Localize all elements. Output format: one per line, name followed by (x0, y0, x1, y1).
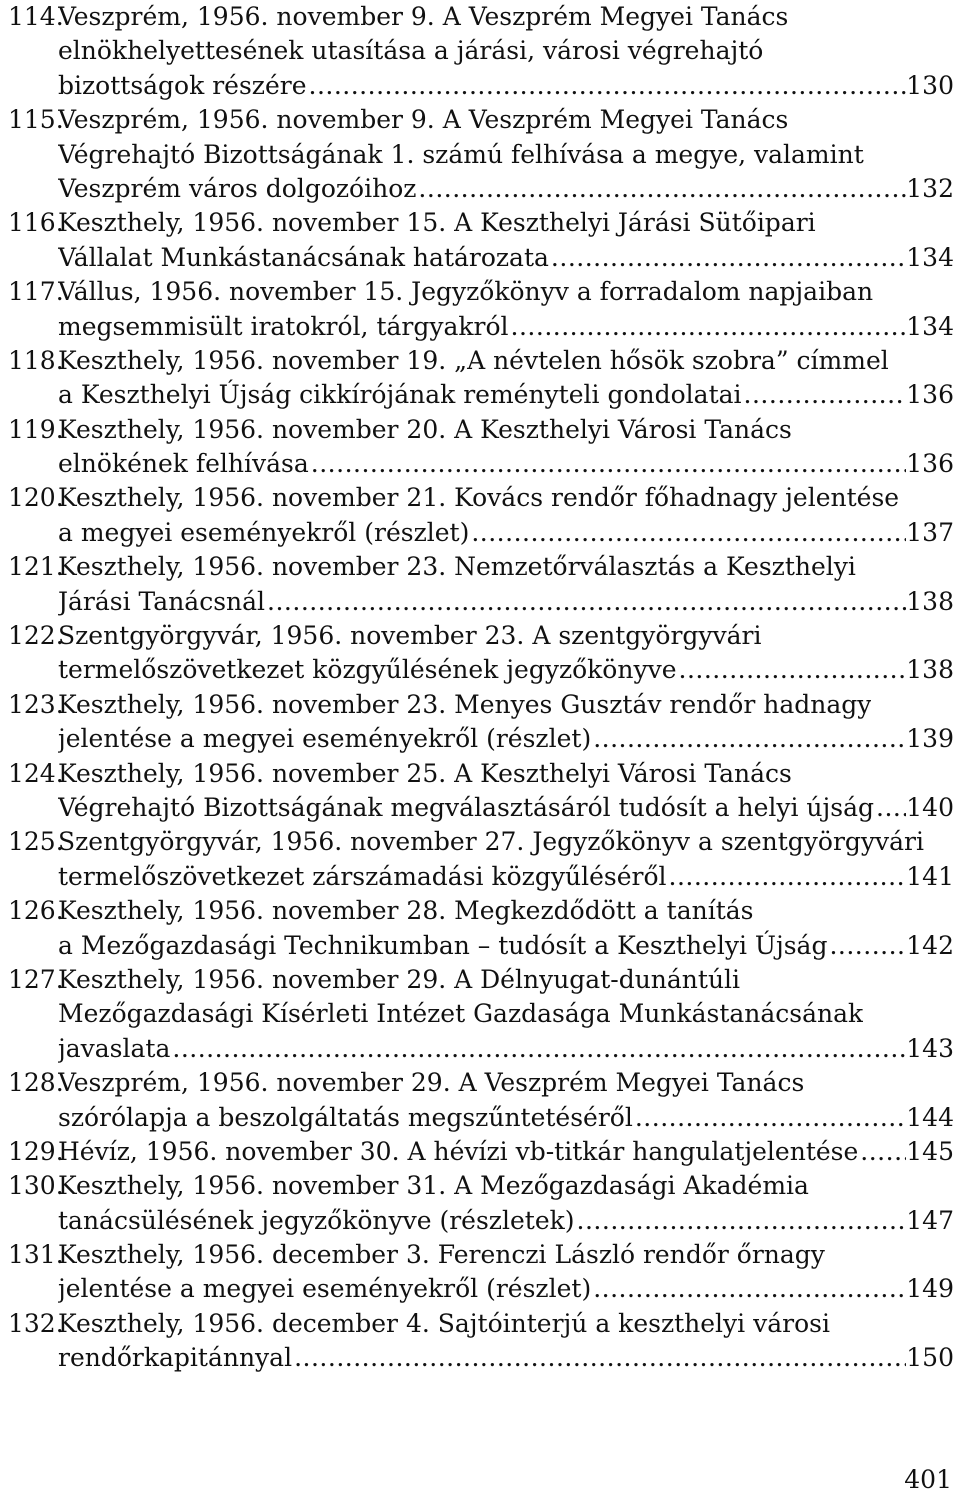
entry-text: Szentgyörgyvár, 1956. november 23. A szentgyörgyvári (58, 621, 762, 651)
entry-text: a Keszthelyi Újság cikkírójának reményteli gondolatai (58, 380, 742, 410)
entry-text: termelőszövetkezet zárszámadási közgyűléséről (58, 861, 667, 891)
dot-leader (307, 69, 907, 103)
toc-entry (8, 1238, 954, 1307)
dot-leader (509, 310, 907, 344)
entry-text: elnökhelyettesének utasítása a járási, városi végrehajtó (58, 36, 764, 66)
entry-page: 140 (906, 792, 954, 822)
entry-number: 119. (8, 414, 64, 444)
entry-text: a megyei eseményekről (részlet) (58, 517, 470, 547)
entry-text: Hévíz, 1956. november 30. A hévízi vb-titkár hangulatjelentése (58, 1136, 859, 1166)
toc-entry (8, 963, 954, 1066)
dot-leader (633, 1101, 906, 1135)
entry-text: Járási Tanácsnál (58, 586, 266, 616)
dot-leader (591, 722, 906, 756)
toc-entry-line (8, 172, 954, 206)
toc-entry-line (8, 860, 954, 894)
entry-text: Keszthely, 1956. november 25. A Keszthelyi Városi Tanács (58, 758, 792, 788)
entry-page: 137 (906, 517, 954, 547)
entry-text: termelőszövetkezet közgyűlésének jegyzőkönyve (58, 655, 677, 685)
toc-entry (8, 413, 954, 482)
toc-entry-line (8, 103, 954, 137)
entry-indent (8, 722, 58, 756)
entry-indent (8, 860, 58, 894)
dot-leader (469, 516, 906, 550)
entry-indent (8, 791, 58, 825)
toc-entry (8, 275, 954, 344)
entry-page: 136 (906, 449, 954, 479)
toc-entry-line (8, 791, 954, 825)
dot-leader (265, 585, 906, 619)
toc-entry (8, 825, 954, 894)
entry-text: Keszthely, 1956. november 28. Megkezdődött a tanítás (58, 896, 754, 926)
dot-leader (667, 860, 907, 894)
entry-text: Keszthely, 1956. december 4. Sajtóinterjú a keszthelyi városi (58, 1308, 830, 1338)
toc-entry (8, 619, 954, 688)
entry-text: Vállus, 1956. november 15. Jegyzőkönyv a forradalom napjaiban (58, 277, 874, 307)
toc-entry-line (8, 997, 954, 1031)
entry-number: 127. (8, 964, 64, 994)
dot-leader (575, 1204, 907, 1238)
entry-text: Keszthely, 1956. december 3. Ferenczi László rendőr őrnagy (58, 1240, 825, 1270)
entry-page: 136 (906, 380, 954, 410)
toc-entry-line (8, 378, 954, 412)
dot-leader (591, 1272, 906, 1306)
entry-indent (8, 241, 58, 275)
toc-entry-line (8, 481, 954, 515)
entry-page: 150 (906, 1343, 954, 1373)
entry-text: Vállalat Munkástanácsának határozata (58, 242, 549, 272)
entry-indent (8, 447, 58, 481)
entry-text: Keszthely, 1956. november 23. Menyes Gusztáv rendőr hadnagy (58, 689, 872, 719)
entry-indent (8, 1204, 58, 1238)
toc-entry-line (8, 206, 954, 240)
entry-number: 131. (8, 1240, 64, 1270)
toc-entry-line (8, 1169, 954, 1203)
entry-number: 128. (8, 1068, 64, 1098)
toc-entry-line (8, 516, 954, 550)
toc-entry-line (8, 722, 954, 756)
entry-page: 145 (906, 1136, 954, 1166)
entry-indent (8, 997, 58, 1031)
toc-entry-line (8, 275, 954, 309)
entry-text: Végrehajtó Bizottságának 1. számú felhívása a megye, valamint (58, 139, 864, 169)
toc-entry-line (8, 1032, 954, 1066)
entry-indent (8, 34, 58, 68)
toc-entry-line (8, 310, 954, 344)
entry-indent (8, 1272, 58, 1306)
entry-text: Mezőgazdasági Kísérleti Intézet Gazdasága Munkástanácsának (58, 999, 864, 1029)
entry-number: 121. (8, 552, 64, 582)
entry-indent (8, 310, 58, 344)
entry-page: 134 (906, 242, 954, 272)
toc-entry-line (8, 929, 954, 963)
toc-entry-line (8, 619, 954, 653)
toc-entry-line (8, 1238, 954, 1272)
toc-entry (8, 1307, 954, 1376)
dot-leader (827, 929, 906, 963)
toc-entry-line (8, 241, 954, 275)
entry-text: jelentése a megyei eseményekről (részlet) (58, 724, 592, 754)
toc-entry-line (8, 757, 954, 791)
entry-text: Veszprém, 1956. november 29. A Veszprém Megyei Tanács (58, 1068, 805, 1098)
entry-indent (8, 172, 58, 206)
entry-text: megsemmisült iratokról, tárgyakról (58, 311, 509, 341)
toc-entry (8, 688, 954, 757)
toc-entry (8, 206, 954, 275)
entry-page: 147 (906, 1205, 954, 1235)
entry-number: 122. (8, 621, 64, 651)
entry-text: elnökének felhívása (58, 449, 309, 479)
toc-entry-line (8, 825, 954, 859)
entry-indent (8, 138, 58, 172)
entry-page: 130 (906, 70, 954, 100)
entry-text: Keszthely, 1956. november 21. Kovács rendőr főhadnagy jelentése (58, 483, 900, 513)
entry-page: 144 (906, 1102, 954, 1132)
entry-page: 132 (906, 173, 954, 203)
entry-text: Veszprém, 1956. november 9. A Veszprém Megyei Tanács (58, 2, 789, 31)
table-of-contents (8, 0, 954, 1376)
entry-number: 129. (8, 1136, 64, 1166)
toc-entry-line (8, 1135, 954, 1169)
toc-entry-line (8, 69, 954, 103)
toc-entry-line (8, 0, 954, 34)
dot-leader (292, 1341, 906, 1375)
entry-text: a Mezőgazdasági Technikumban – tudósít a Keszthelyi Újság (58, 930, 828, 960)
entry-number: 115. (8, 105, 64, 135)
entry-page: 142 (906, 930, 954, 960)
toc-entry (8, 0, 954, 103)
dot-leader (858, 1135, 906, 1169)
dot-leader (742, 378, 907, 412)
toc-entry (8, 894, 954, 963)
toc-entry-line (8, 1272, 954, 1306)
dot-leader (416, 172, 906, 206)
entry-page: 138 (906, 586, 954, 616)
entry-number: 120. (8, 483, 64, 513)
toc-entry (8, 550, 954, 619)
toc-entry (8, 1169, 954, 1238)
toc-entry-line (8, 688, 954, 722)
entry-page: 141 (906, 861, 954, 891)
entry-indent (8, 1101, 58, 1135)
toc-entry-line (8, 1307, 954, 1341)
entry-indent (8, 653, 58, 687)
entry-number: 125. (8, 827, 64, 857)
toc-entry-line (8, 34, 954, 68)
entry-page: 134 (906, 311, 954, 341)
entry-number: 114. (8, 2, 64, 31)
entry-indent (8, 69, 58, 103)
entry-text: Veszprém, 1956. november 9. A Veszprém Megyei Tanács (58, 105, 789, 135)
entry-text: tanácsülésének jegyzőkönyve (részletek) (58, 1205, 575, 1235)
entry-text: Keszthely, 1956. november 15. A Keszthelyi Járási Sütőipari (58, 208, 816, 238)
toc-entry-line (8, 1066, 954, 1100)
entry-number: 124. (8, 758, 64, 788)
entry-text: Végrehajtó Bizottságának megválasztásáról tudósít a helyi újság (58, 792, 875, 822)
toc-entry-line (8, 894, 954, 928)
entry-indent (8, 1341, 58, 1375)
toc-entry-line (8, 963, 954, 997)
entry-number: 126. (8, 896, 64, 926)
dot-leader (170, 1032, 906, 1066)
entry-number: 117. (8, 277, 64, 307)
entry-number: 123. (8, 689, 64, 719)
toc-entry-line (8, 344, 954, 378)
toc-entry (8, 757, 954, 826)
entry-text: bizottságok részére (58, 70, 307, 100)
toc-entry-line (8, 413, 954, 447)
entry-page: 138 (906, 655, 954, 685)
page-number: 401 (904, 1465, 952, 1494)
entry-indent (8, 1032, 58, 1066)
entry-text: Keszthely, 1956. november 19. „A névtelen hősök szobra” címmel (58, 345, 889, 375)
toc-entry-line (8, 1204, 954, 1238)
toc-entry (8, 344, 954, 413)
entry-page: 143 (906, 1033, 954, 1063)
entry-number: 130. (8, 1171, 64, 1201)
toc-entry-line (8, 550, 954, 584)
entry-text: javaslata (58, 1033, 171, 1063)
dot-leader (309, 447, 907, 481)
entry-text: szórólapja a beszolgáltatás megszűntetéséről (58, 1102, 633, 1132)
entry-number: 132. (8, 1308, 64, 1338)
toc-entry-line (8, 585, 954, 619)
toc-entry-line (8, 138, 954, 172)
toc-entry-line (8, 653, 954, 687)
toc-entry-line (8, 1341, 954, 1375)
entry-page: 149 (906, 1274, 954, 1304)
toc-entry (8, 103, 954, 206)
entry-text: Keszthely, 1956. november 23. Nemzetőrválasztás a Keszthelyi (58, 552, 856, 582)
entry-text: rendőrkapitánnyal (58, 1343, 293, 1373)
entry-text: Veszprém város dolgozóihoz (58, 173, 417, 203)
entry-indent (8, 516, 58, 550)
entry-indent (8, 585, 58, 619)
entry-number: 116. (8, 208, 64, 238)
dot-leader (677, 653, 907, 687)
entry-text: Keszthely, 1956. november 29. A Délnyugat-dunántúli (58, 964, 741, 994)
entry-text: Szentgyörgyvár, 1956. november 27. Jegyzőkönyv a szentgyörgyvári (58, 827, 925, 857)
entry-indent (8, 929, 58, 963)
entry-text: Keszthely, 1956. november 31. A Mezőgazdasági Akadémia (58, 1171, 809, 1201)
dot-leader (549, 241, 906, 275)
toc-entry (8, 1066, 954, 1135)
dot-leader (874, 791, 906, 825)
entry-indent (8, 378, 58, 412)
toc-entry-line (8, 1101, 954, 1135)
entry-number: 118. (8, 345, 64, 375)
entry-text: Keszthely, 1956. november 20. A Keszthelyi Városi Tanács (58, 414, 792, 444)
entry-page: 139 (906, 724, 954, 754)
toc-entry (8, 1135, 954, 1169)
toc-entry-line (8, 447, 954, 481)
entry-text: jelentése a megyei eseményekről (részlet) (58, 1274, 592, 1304)
toc-entry (8, 481, 954, 550)
